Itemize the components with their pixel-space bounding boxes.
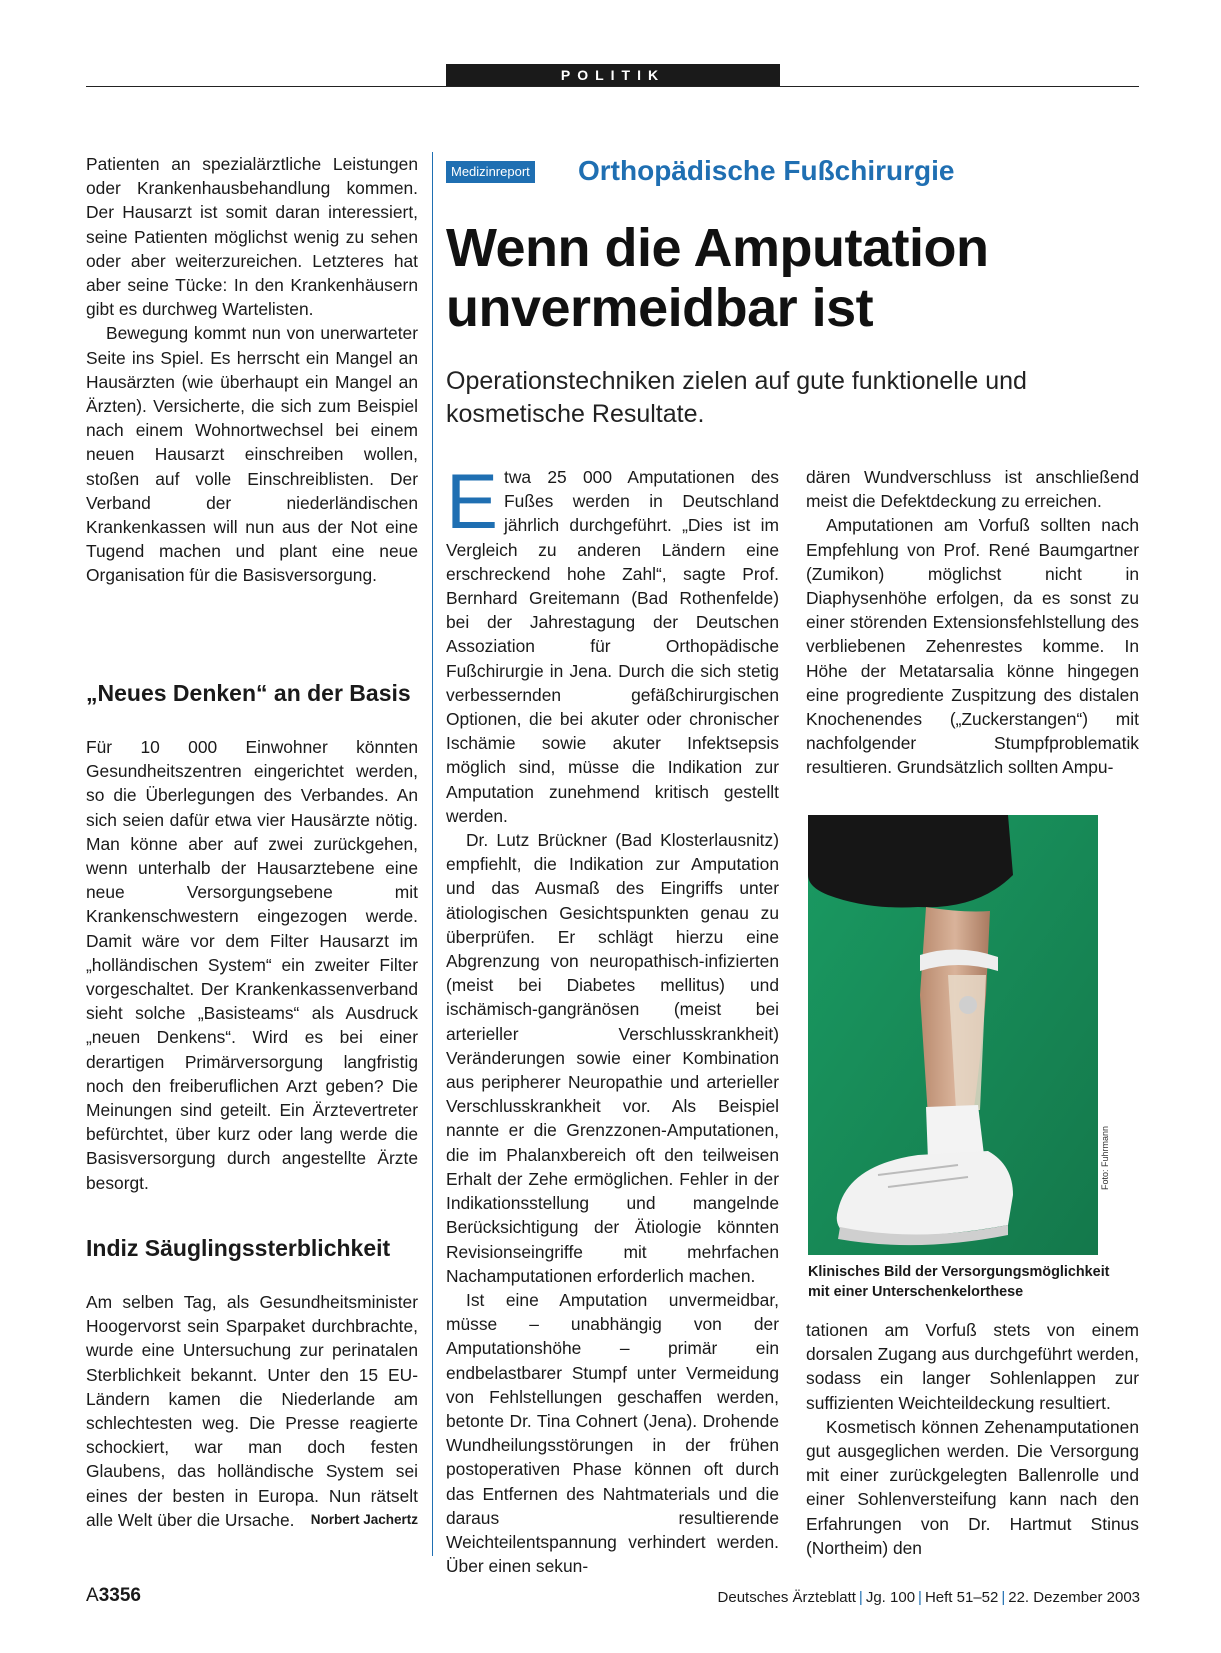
left-paragraph-1: Patienten an spezialärztliche Leistungen oder Krankenhausbehandlung kommen. Der Hausarzt ist somit daran interessiert, seine Patienten möglichst wenig zu sehen oder aber weiterzureichen. Letzteres hat aber seine Tücke: In den Krankenhäusern gibt es durchweg Wartelisten. xyxy=(86,154,418,320)
page-number: A3356 xyxy=(86,1585,141,1606)
header-rule xyxy=(86,86,1139,87)
left-section-2-paragraph: Am selben Tag, als Gesundheitsminister Hoogervorst sein Sparpaket durchbrachte, wurde eine Untersuchung zur perinatalen Sterblichkeit bekannt. Unter den 15 EU-Ländern kamen die Niederlande am schlechtesten weg. Die Presse reagierte schockiert, war man doch festen Glaubens, das holländische System sei eines der besten in Europa. Nun rätselt alle Welt über die Ursache. Norbert Jachertz xyxy=(86,1290,418,1532)
author-name: Norbert Jachertz xyxy=(310,1511,418,1527)
kicker-badge: Medizinreport xyxy=(446,161,535,183)
headline xyxy=(446,218,1146,338)
journal-issue: Heft 51–52 xyxy=(924,1589,999,1606)
headline-line-2: unvermeidbar ist xyxy=(446,278,874,338)
article-paragraph-5: Amputationen am Vorfuß sollten nach Empfehlung von Prof. René Baumgartner (Zumikon) möglichst nicht in Diaphysenhöhe erfolgen, da es sonst zu einer störenden Extensionsfehlstellung des verbliebenen Zehenrestes komme. In Höhe der Metatarsalia könne hingegen eine progrediente Zuspitzung des distalen Knochenendes („Zuckerstangen“) mit nachfolgender Stumpfproblematik resultieren. Grundsätzlich sollten Ampu- xyxy=(806,515,1139,778)
left-section-1-paragraph: Für 10 000 Einwohner könnten Gesundheitszentren eingerichtet werden, so die Überlegungen des Verbandes. An sich seien dafür etwa vier Hausärzte nötig. Man könne aber auf zwei zurückgehen, wenn unterhalb der Hausarztebene eine neue Versorgungsebene mit Krankenschwestern eingezogen werde. Damit wäre vor dem Filter Hausarzt im „holländischen System“ ein zweiter Filter vorgeschaltet. Der Krankenkassenverband sieht solche „Basisteams“ als Ausdruck „neuen Denkens“. Wird es bei einer derartigen Primärversorgung langfristig noch den freiberuflichen Arzt geben? Die Meinungen sind geteilt. Ein Ärztevertreter befürchtet, über kurz oder lang werde die Basisversorgung durch angestellte Ärzte besorgt. xyxy=(86,737,418,1193)
left-heading-1: „Neues Denken“ an der Basis xyxy=(86,680,411,706)
subheadline: Operationstechniken zielen auf gute funktionelle und kosmetische Resultate. xyxy=(446,367,1027,428)
footer-citation: Deutsches Ärzteblatt | Jg. 100 | Heft 51–52 | 22. Dezember 2003 xyxy=(717,1589,1140,1606)
left-intro-text xyxy=(86,152,418,588)
section-label: POLITIK xyxy=(446,64,780,86)
article-paragraph-2: Dr. Lutz Brückner (Bad Klosterlausnitz) empfiehlt, die Indikation zur Amputation und das Ausmaß des Eingriffs unter ätiologischen Gesichtspunkten genau zu überprüfen. Er schlägt hierzu eine Abgrenzung von neuropathisch-infizierten (meist bei Diabetes mellitus) und ischämisch-gangränösen (meist bei arterieller Verschlusskrankheit) Veränderungen sowie einer Kombination aus peripherer Neuropathie und arterieller Verschlusskrankheit vor. Als Beispiel nannte er die Grenzzonen-Amputationen, die im Phalanxbereich oft den teilweisen Erhalt der Zehe ermöglichen. Fehler in der Indikationsstellung und mangelnde Berücksichtigung der Ätiologie könnten Revisionseingriffe mit mehrfachen Nachamputationen erforderlich machen. xyxy=(446,830,779,1286)
article-column-3-top xyxy=(806,465,1139,780)
dropcap: E xyxy=(446,457,499,545)
column-divider xyxy=(432,152,433,1556)
article-paragraph-6: tationen am Vorfuß stets von einem dorsalen Zugang aus durchgeführt werden, sodass ein langer Sohlenlappen zur suffizienten Weichteildeckung resultiert. xyxy=(806,1320,1139,1413)
left-paragraph-2: Bewegung kommt nun von unerwarteter Seite ins Spiel. Es herrscht ein Mangel an Hausärzten (wie überhaupt ein Mangel an Ärzten). Versicherte, die sich zum Beispiel nach einem Wohnortwechsel bei einem neuen Hausarzt einschreiben wollen, stoßen auf volle Einschreiblisten. Der Verband der niederländischen Krankenkassen will nun aus der Not eine Tugend machen und plant eine neue Organisation für die Basisversorgung. xyxy=(86,323,418,586)
article-paragraph-7: Kosmetisch können Zehenamputationen gut ausgeglichen werden. Die Versorgung mit einer zurückgelegten Ballenrolle und einer Sohlenversteifung kann nach den Erfahrungen von Dr. Hartmut Stinus (Northeim) den xyxy=(806,1416,1139,1558)
issue-date: 22. Dezember 2003 xyxy=(1008,1589,1140,1606)
journal-volume: Jg. 100 xyxy=(865,1589,916,1606)
orthosis-photo xyxy=(808,815,1098,1255)
article-column-2 xyxy=(446,457,779,1578)
photo-credit: Foto: Fuhrmann xyxy=(1100,1125,1110,1190)
article-paragraph-1: Etwa 25 000 Amputationen des Fußes werden in Deutschland jährlich durchgeführt. „Dies ist im Vergleich zu anderen Ländern eine erschreckend hohe Zahl“, sagte Prof. Bernhard Greitemann (Bad Rothenfelde) bei der Jahrestagung der Deutschen Assoziation für Orthopädische Fußchirurgie in Jena. Durch die sich stetig verbessernden gefäßchirurgischen Optionen, die bei akuter oder chronischer Ischämie sowie akuter Infektsepsis möglich sind, müsse die Indikation zur Amputation zunehmend kritisch gestellt werden. xyxy=(446,457,779,826)
left-section-2-text xyxy=(86,1290,418,1532)
leg-with-orthosis-image xyxy=(808,815,1098,1255)
article-column-3-bottom xyxy=(806,1318,1139,1560)
left-section-1-text xyxy=(86,735,418,1195)
photo-caption: Klinisches Bild der Versorgungsmöglichkeit mit einer Unterschenkelorthese xyxy=(808,1264,1110,1300)
kicker-title: Orthopädische Fußchirurgie xyxy=(578,155,955,186)
journal-name: Deutsches Ärzteblatt xyxy=(717,1589,856,1606)
left-heading-2: Indiz Säuglingssterblichkeit xyxy=(86,1235,391,1261)
article-paragraph-4: dären Wundverschluss ist anschließend meist die Defektdeckung zu erreichen. xyxy=(806,467,1139,512)
article-paragraph-3: Ist eine Amputation unvermeidbar, müsse – unabhängig von der Amputationshöhe – primär ein endbelastbarer Stumpf unter Vermeidung von Fehlstellungen geschaffen werden, betonte Dr. Tina Cohnert (Jena). Drohende Wundheilungsstörungen in der frühen postoperativen Phase können oft durch das Entfernen des Nahtmaterials und die daraus resultierende Weichteilentspannung verhindert werden. Über einen sekun- xyxy=(446,1289,779,1577)
headline-line-1: Wenn die Amputation xyxy=(446,218,989,278)
